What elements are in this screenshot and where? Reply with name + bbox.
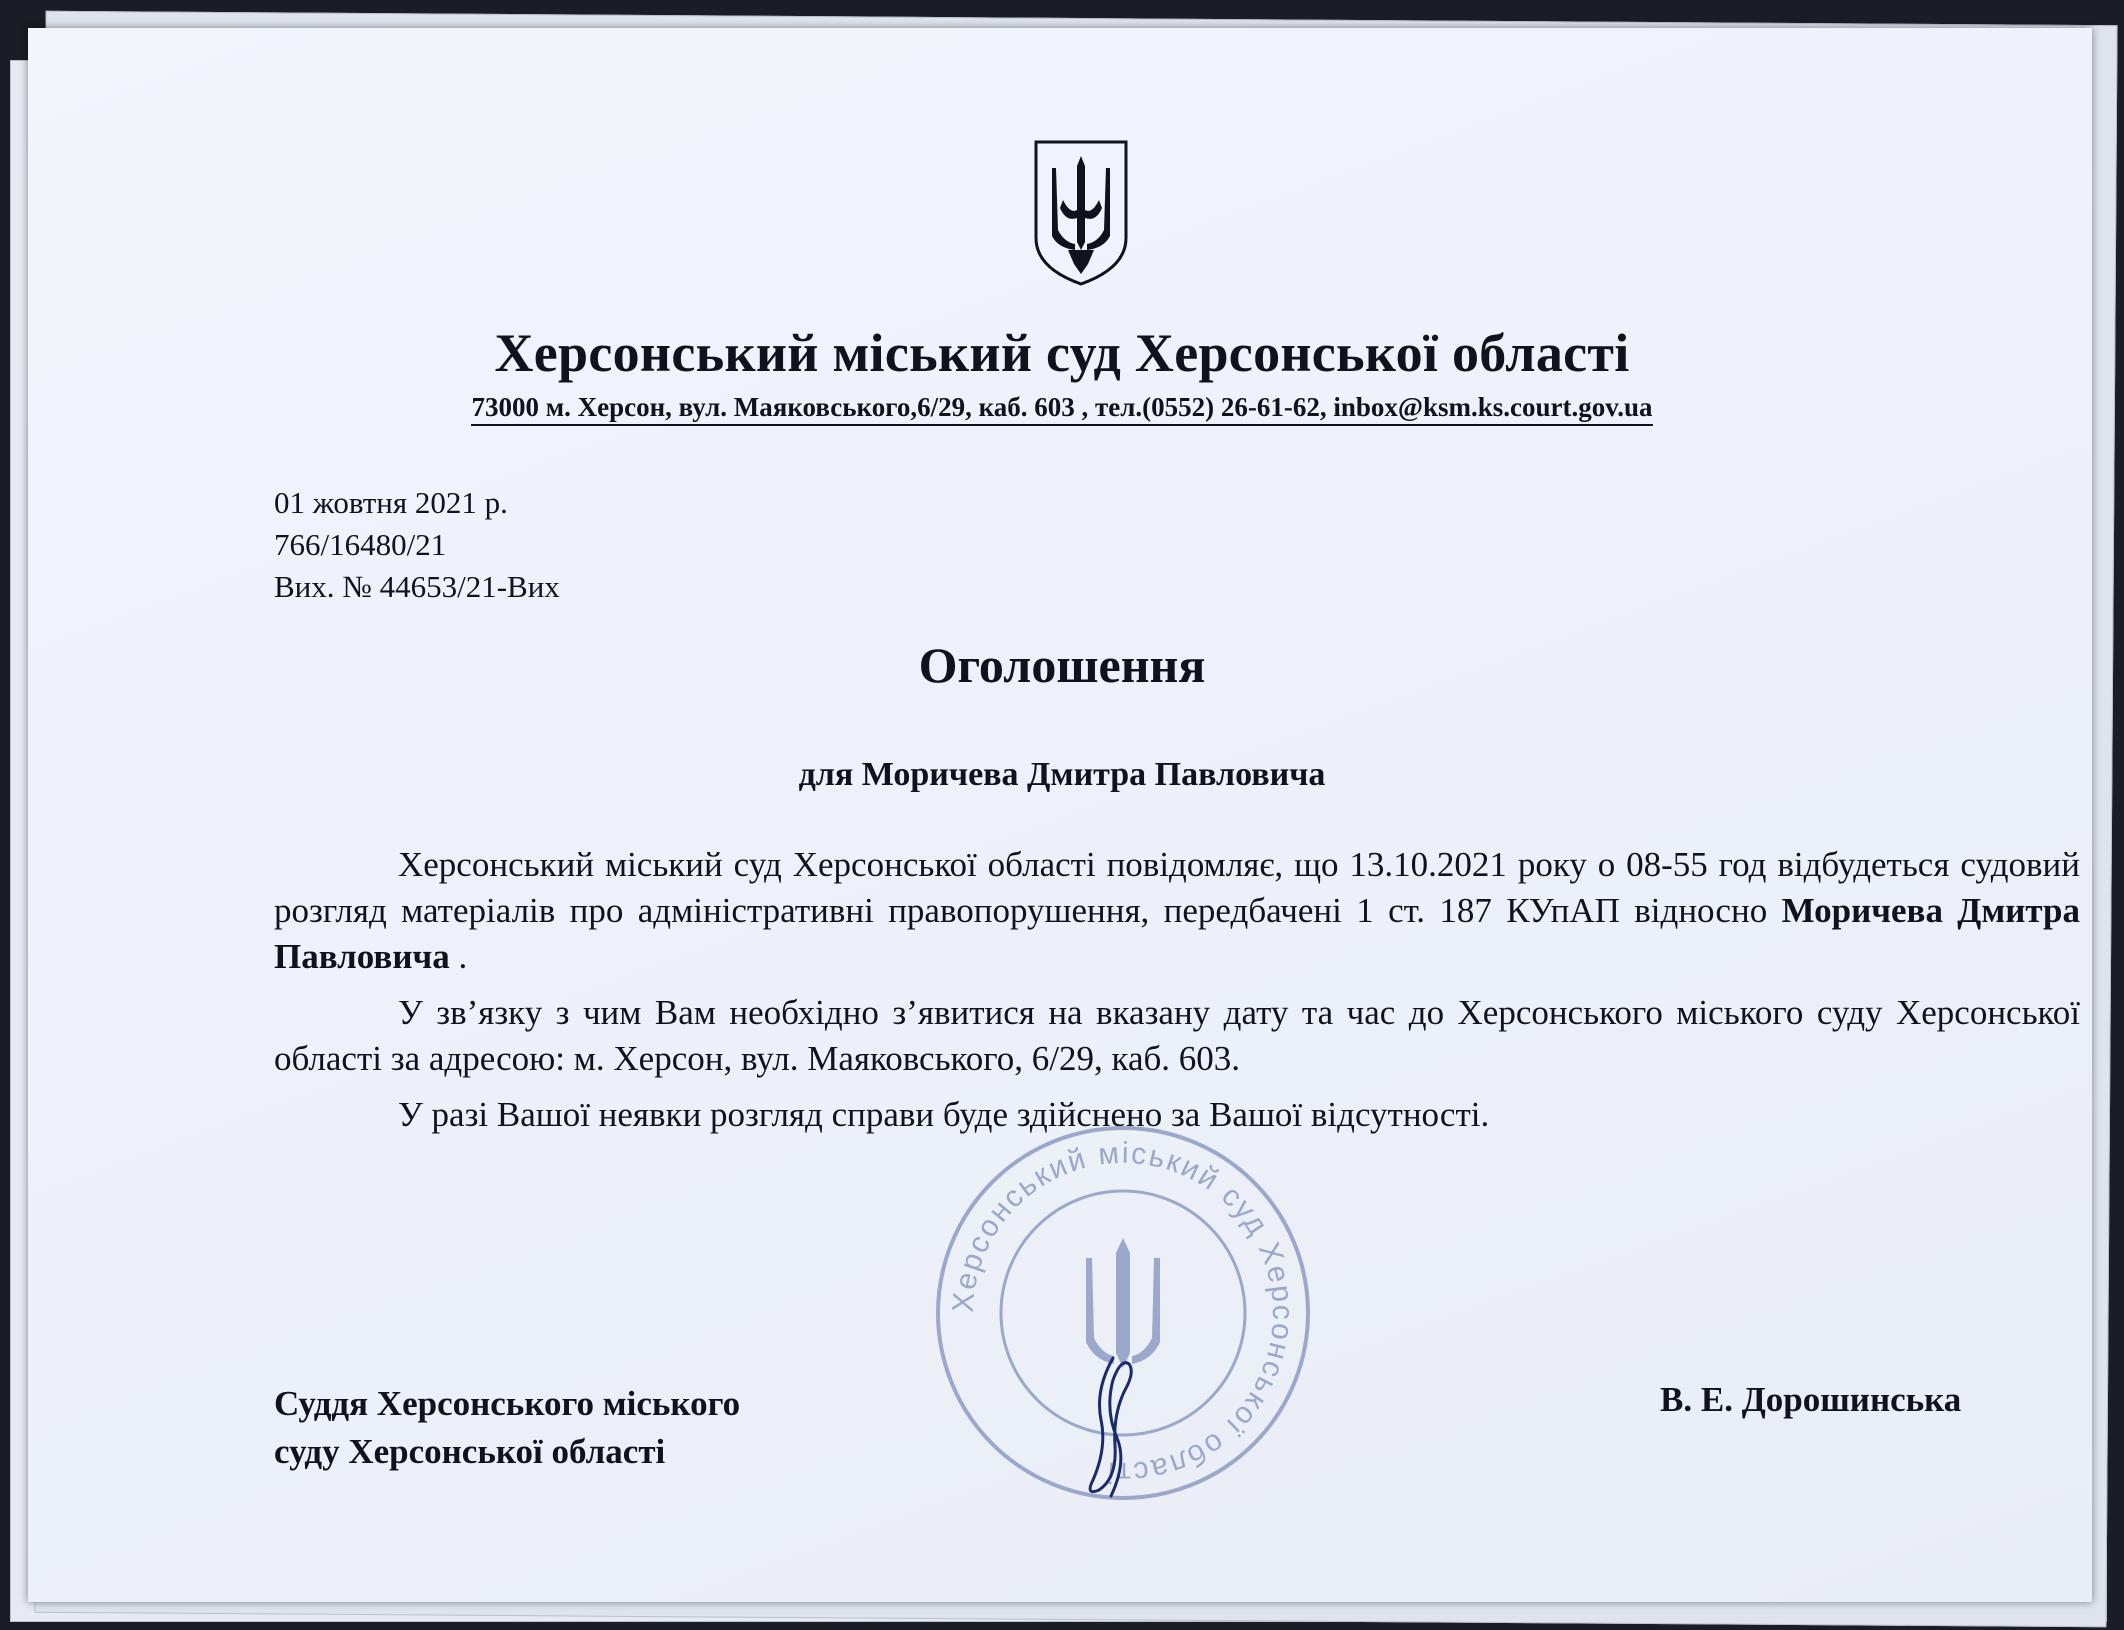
trident-emblem-icon — [1030, 138, 1132, 288]
body-paragraph-3: У разі Вашої неявки розгляд справи буде здійснено за Вашої відсутності. — [398, 1095, 1490, 1134]
judge-position-line1: Суддя Херсонського міського — [274, 1384, 741, 1423]
case-number: 766/16480/21 — [274, 527, 447, 562]
stamp-text: Херсонський міський суд Херсонської області — [946, 1136, 1300, 1490]
defendant-name: Моричева Дмитра Павловича — [274, 891, 2080, 976]
body-paragraph-2: У зв’язку з чим Вам необхідно з’явитися на вказану дату та час до Херсонського міського суду Херсонської області за адресою: м. Херсон, вул. Маяковського, 6/29, каб. 603. — [274, 993, 2080, 1078]
court-address-text: 73000 м. Херсон, вул. Маяковського,6/29, каб. 603 , тел.(0552) 26-61-62, inbox@ksm.ks.court.gov.ua — [471, 392, 1652, 426]
body-paragraph-1 — [274, 842, 2080, 980]
court-name: Херсонський міський суд Херсонської області — [494, 323, 1630, 383]
court-address — [0, 392, 2124, 423]
document-meta — [274, 482, 560, 608]
judge-position — [274, 1380, 740, 1476]
addressee: для Моричева Дмитра Павловича — [798, 756, 1326, 793]
handwritten-signature — [1055, 1350, 1165, 1500]
document-title: Оголошення — [918, 637, 1206, 693]
judge-name: В. Е. Дорошинська — [1660, 1380, 1962, 1419]
document-body — [274, 842, 2080, 1148]
body-paragraph-1-text: Херсонський міський суд Херсонської області повідомляє, що 13.10.2021 року о 08-55 год відбудеться судовий розгляд матеріалів про адміністративні правопорушення, передбачені 1 ст. 187 КУпАП відносно — [274, 845, 2080, 930]
body-paragraph-1-end: . — [449, 937, 468, 976]
outgoing-number: Вих. № 44653/21-Вих — [274, 569, 560, 604]
document-date: 01 жовтня 2021 р. — [274, 485, 508, 520]
judge-position-line2: суду Херсонської області — [274, 1432, 666, 1471]
